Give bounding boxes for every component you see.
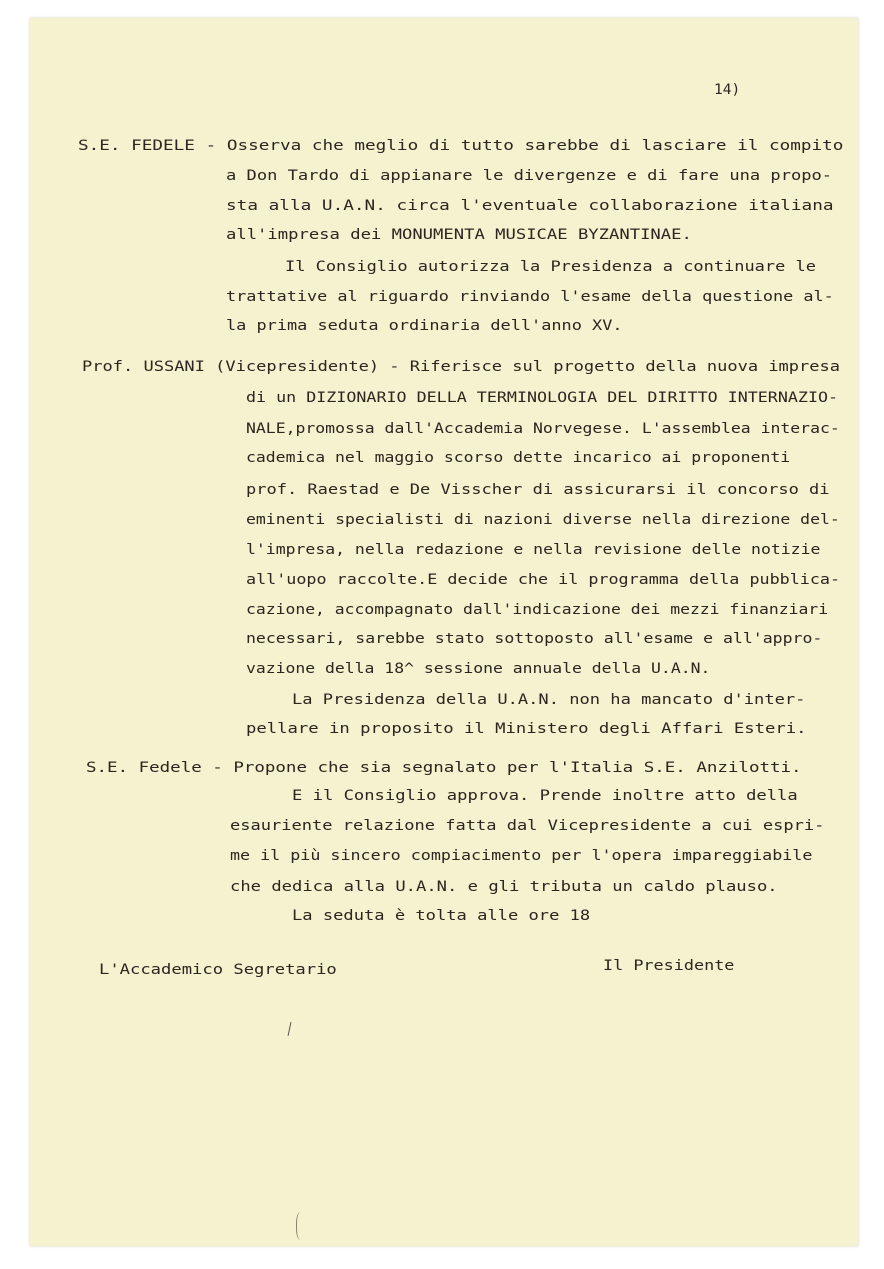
text-line: trattative al riguardo rinviando l'esame della questione al- [226, 289, 834, 305]
text-line: eminenti specialisti di nazioni diverse nella direzione del- [246, 512, 840, 528]
text-line: me il più sincero compiacimento per l'opera impareggiabile [230, 848, 813, 864]
text-line: E il Consiglio approva. Prende inoltre atto della [292, 788, 798, 804]
text-line: la prima seduta ordinaria dell'anno XV. [226, 318, 623, 334]
text-line: Prof. USSANI (Vicepresidente) - Riferisce sul progetto della nuova impresa [82, 359, 841, 375]
text-line: prof. Raestad e De Visscher di assicurarsi il concorso di [246, 482, 830, 498]
text-line: all'uopo raccolte.E decide che il programma della pubblica- [246, 572, 841, 588]
secretary-signature-label: L'Accademico Segretario [99, 962, 337, 978]
text-line: cademica nel maggio scorso dette incarico ai proponenti [246, 450, 791, 466]
text-line: necessari, sarebbe stato sottoposto all'esame e all'appro- [246, 631, 823, 647]
text-line: all'impresa dei MONUMENTA MUSICAE BYZANTINAE. [226, 227, 692, 243]
text-line: sta alla U.A.N. circa l'eventuale collaborazione italiana [226, 198, 834, 214]
text-line: vazione della 18^ sessione annuale della U.A.N. [246, 661, 711, 677]
pencil-mark [288, 1022, 292, 1036]
text-line: S.E. Fedele - Propone che sia segnalato per l'Italia S.E. Anzilotti. [86, 760, 802, 776]
typewritten-page [30, 18, 858, 1246]
text-line: Il Consiglio autorizza la Presidenza a continuare le [285, 259, 816, 275]
text-line: pellare in proposito il Ministero degli Affari Esteri. [246, 721, 807, 737]
text-line: esauriente relazione fatta dal Vicepresidente a cui espri- [230, 818, 825, 834]
text-line: S.E. FEDELE - Osserva che meglio di tutto sarebbe di lasciare il compito [78, 138, 844, 154]
paper-fold-mark [296, 1212, 307, 1240]
text-line: cazione, accompagnato dall'indicazione dei mezzi finanziari [246, 602, 829, 618]
text-line: La Presidenza della U.A.N. non ha mancato d'inter- [292, 692, 806, 708]
text-line: a Don Tardo di appianare le divergenze e di fare una propo- [226, 168, 833, 184]
text-line: NALE,promossa dall'Accademia Norvegese. L'assemblea interac- [246, 421, 840, 437]
text-line: che dedica alla U.A.N. e gli tributa un caldo plauso. [230, 879, 778, 895]
president-signature-label: Il Presidente [603, 958, 735, 974]
text-line: La seduta è tolta alle ore 18 [292, 908, 591, 924]
text-line: di un DIZIONARIO DELLA TERMINOLOGIA DEL DIRITTO INTERNAZIO- [246, 390, 839, 406]
page-number: 14) [714, 82, 741, 98]
text-line: l'impresa, nella redazione e nella revisione delle notizie [246, 542, 821, 558]
